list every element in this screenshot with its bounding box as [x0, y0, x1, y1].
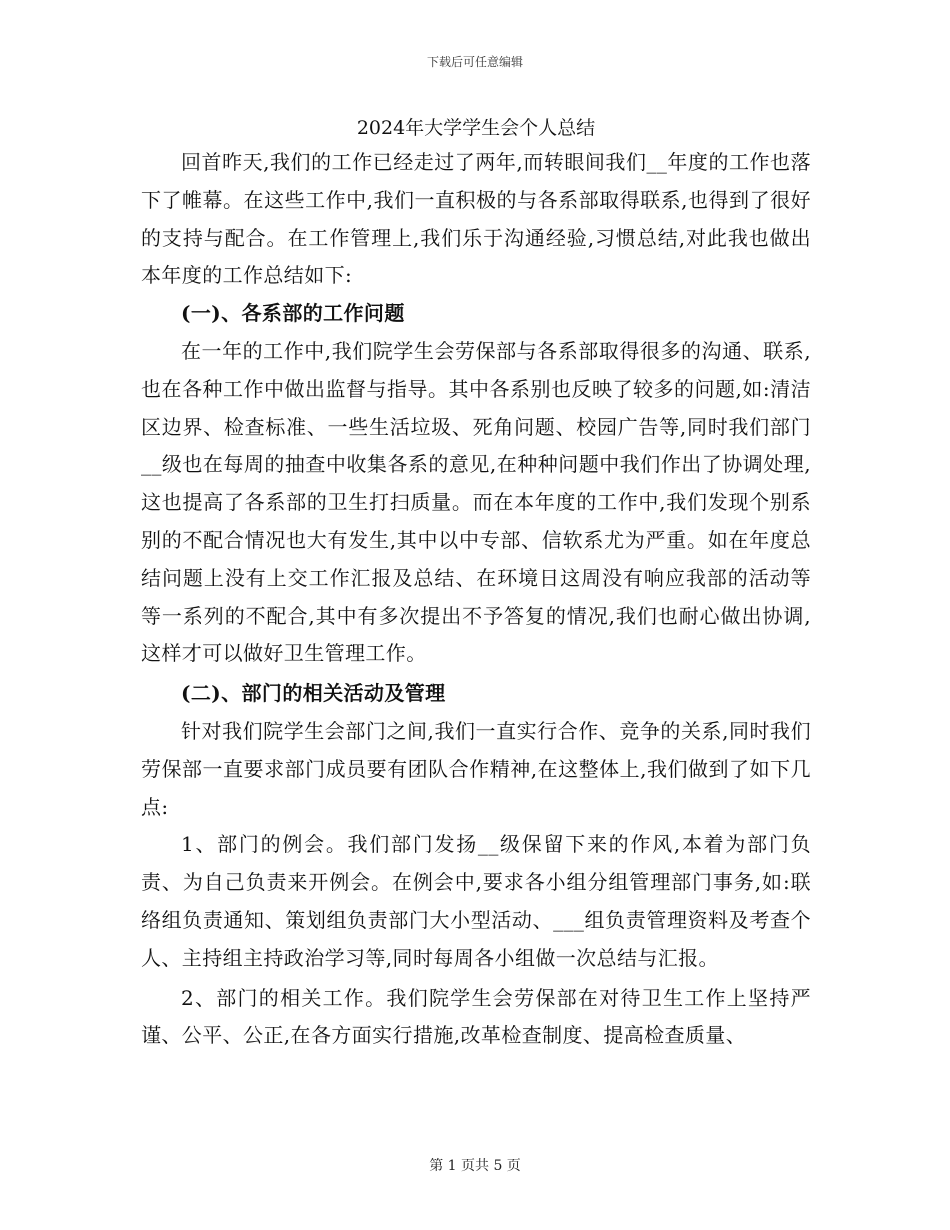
page-footer: 第 1 页共 5 页: [429, 1158, 521, 1174]
section-heading-2: (二)、部门的相关活动及管理: [181, 681, 446, 706]
document-title: 2024年大学学生会个人总结: [356, 117, 596, 139]
paragraph-item-1: 1、部门的例会。我们部门发扬__级保留下来的作风,本着为部门负责、为自己负责来开例会。在例会中,要求各小组分组管理部门事务,如:联络组负责通知、策划组负责部门大小型活动、___组负责管理资料及考查个人、主持组主持政治学习等,同时每周各小组做一次总结与汇报。: [141, 832, 811, 970]
paragraph-intro: 回首昨天,我们的工作已经走过了两年,而转眼间我们__年度的工作也落下了帷幕。在这些工作中,我们一直积极的与各系部取得联系,也得到了很好的支持与配合。在工作管理上,我们乐于沟通经验,习惯总结,对此我也做出本年度的工作总结如下:: [141, 150, 811, 288]
paragraph-section-2: 针对我们院学生会部门之间,我们一直实行合作、竞争的关系,同时我们劳保部一直要求部门成员要有团队合作精神,在这整体上,我们做到了如下几点:: [141, 718, 811, 819]
document-body: [141, 112, 811, 1055]
paragraph-section-1: 在一年的工作中,我们院学生会劳保部与各系部取得很多的沟通、联系,也在各种工作中做出监督与指导。其中各系别也反映了较多的问题,如:清洁区边界、检查标准、一些生活垃圾、死角问题、校园广告等,同时我们部门__级也在每周的抽查中收集各系的意见,在种种问题中我们作出了协调处理,这也提高了各系部的卫生打扫质量。而在本年度的工作中,我们发现个别系别的不配合情况也大有发生,其中以中专部、信软系尤为严重。如在年度总结问题上没有上交工作汇报及总结、在环境日这周没有响应我部的活动等等一系列的不配合,其中有多次提出不予答复的情况,我们也耐心做出协调,这样才可以做好卫生管理工作。: [141, 338, 811, 666]
section-heading-1: (一)、各系部的工作问题: [181, 301, 405, 326]
page-header: 下载后可任意编辑: [426, 55, 523, 69]
paragraph-item-2: 2、部门的相关工作。我们院学生会劳保部在对待卫生工作上坚持严谨、公平、公正,在各方面实行措施,改革检查制度、提高检查质量、: [141, 985, 811, 1048]
